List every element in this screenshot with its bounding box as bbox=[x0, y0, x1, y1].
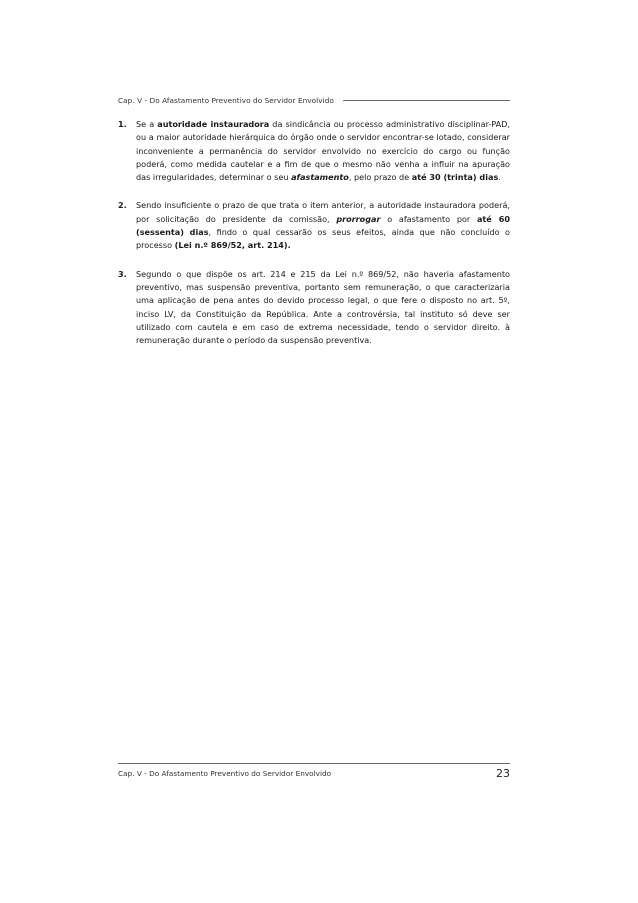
list-item bbox=[118, 268, 510, 348]
footer-rule bbox=[118, 763, 510, 764]
item-text: Segundo o que dispõe os art. 214 e 215 da Lei n.º 869/52, não haveria afastamento preventivo, mas suspensão preventiva, portanto sem remuneração, o que caracterizaria uma aplicação de pena antes do devido processo legal, o que fere o disposto no art. 5º, inciso LV, da Constituição da República. Ante a controvérsia, tal instituto só deve ser utilizado com cautela e em caso de extrema necessidade, tendo o servidor direito. à remuneração durante o período da suspensão preventiva. bbox=[136, 268, 510, 346]
header-title: Cap. V - Do Afastamento Preventivo do Servidor Envolvido bbox=[118, 95, 334, 105]
item-text: Se a autoridade instauradora da sindicância ou processo administrativo disciplinar-PAD, ou a maior autoridade hierárquica do órgão onde o servidor encontrar-se lotado, considerar inconveniente a permanência do servidor envolvido no exercício do cargo ou função poderá, como medida cautelar e a fim de que o mesmo não venha a influir na apuração das irregularidades, determinar o seu afastamento, pelo prazo de até 30 (trinta) dias. bbox=[136, 119, 511, 183]
header-rule bbox=[343, 100, 510, 101]
list-item bbox=[118, 118, 510, 184]
page-number: 23 bbox=[496, 767, 510, 780]
list-item bbox=[118, 199, 510, 252]
item-number: 3. bbox=[118, 268, 127, 279]
item-text: Sendo insuficiente o prazo de que trata o item anterior, a autoridade instauradora poderá, por solicitação do presidente da comissão, prorrogar o afastamento por até 60 (sessenta) dias, findo o qual cessarão os seus efeitos, ainda que não concluído o processo (Lei n.º 869/52, art. 214). bbox=[136, 200, 511, 251]
page-body bbox=[118, 118, 510, 362]
item-number: 2. bbox=[118, 200, 127, 211]
footer-title: Cap. V - Do Afastamento Preventivo do Servidor Envolvido bbox=[118, 769, 332, 778]
item-number: 1. bbox=[118, 119, 127, 129]
running-header bbox=[118, 94, 510, 106]
